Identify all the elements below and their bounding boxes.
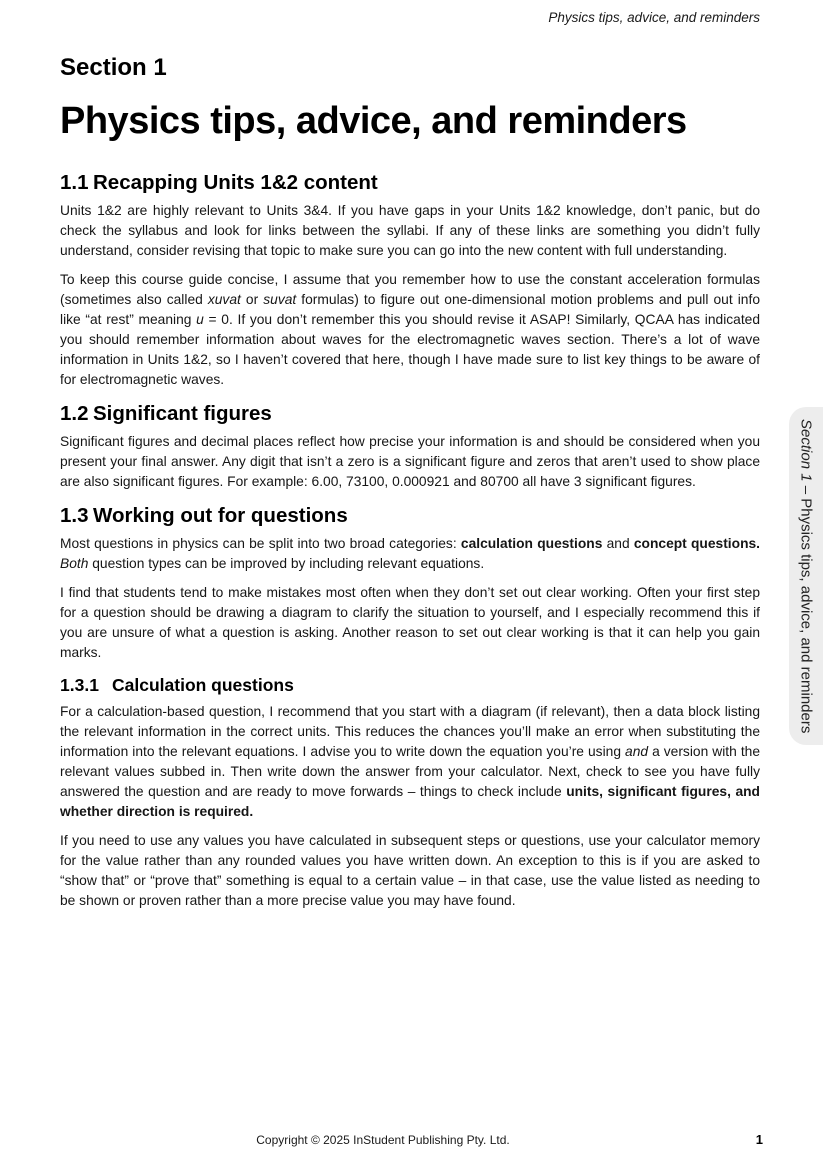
- subsection-number: 1.3.1: [60, 675, 99, 695]
- subsection-heading-text: Calculation questions: [112, 675, 294, 695]
- section-heading-text: Recapping Units 1&2 content: [93, 171, 378, 194]
- text-run: or: [240, 292, 264, 307]
- heading-significant-figures: [60, 403, 760, 424]
- paragraph: [60, 201, 760, 261]
- text-run: a version with the relevant values subbed in. Then write down the answer from your calculator. Next, check to see you have fully answered the question and are ready to move forwards – things to check include: [60, 744, 760, 799]
- side-tab-label: [798, 419, 815, 733]
- paragraph: [60, 831, 760, 911]
- section-number: 1.2: [60, 402, 89, 425]
- text-run: If you need to use any values you have calculated in subsequent steps or questions, use your calculator memory for the value rather than any rounded values you have written down. An exception to this is if you are asked to “show that” or “prove that” something is equal to a certain value – in that case, use the value listed as needing to be shown or proven rather than a more precise value you may have found.: [60, 833, 760, 908]
- heading-recapping-units: [60, 172, 760, 193]
- paragraph: [60, 702, 760, 822]
- text-run: I find that students tend to make mistakes most often when they don’t set out clear working. Often your first step for a question should be drawing a diagram to clarify the situation to yourself, and I especially recommend this if you are unsure of what a question is asking. Another reason to set out clear working is that it can help you gain marks.: [60, 585, 760, 660]
- paragraph: [60, 583, 760, 663]
- running-header: Physics tips, advice, and reminders: [548, 10, 760, 25]
- text-run: question types can be improved by including relevant equations.: [88, 556, 485, 571]
- text-run: Both: [60, 556, 89, 571]
- text-run: concept questions.: [633, 536, 760, 551]
- text-run: calculation questions: [460, 536, 603, 551]
- side-tab-separator: –: [797, 481, 815, 499]
- section-label: Section 1: [60, 54, 167, 81]
- side-tab-section-part: Section 1: [797, 418, 815, 482]
- text-run: For a calculation-based question, I recommend that you start with a diagram (if relevant), then a data block listing the relevant information in the correct units. This reduces the chances you’ll make an error when substituting the information into the relevant equations. I advise you to write down the equation you’re using: [60, 704, 760, 759]
- text-run: formulas) to figure out one-dimensional motion problems and pull out info like “at rest” meaning: [60, 292, 760, 327]
- section-number: 1.1: [60, 171, 89, 194]
- text-run: suvat: [263, 292, 297, 307]
- paragraph: [60, 534, 760, 574]
- section-heading-text: Significant figures: [93, 402, 272, 425]
- text-column: [60, 0, 760, 920]
- side-tab-title-part: Physics tips, advice, and reminders: [797, 498, 815, 734]
- text-run: Units 1&2 are highly relevant to Units 3&4. If you have gaps in your Units 1&2 knowledge, don’t panic, but do check the syllabus and look for links between the syllabi. If any of these links are something you didn’t fully understand, consider revising that topic to make sure you can go into the new content with full understanding.: [60, 203, 760, 258]
- text-run: Significant figures and decimal places reflect how precise your information is and should be considered when you present your final answer. Any digit that isn’t a zero is a significant figure and zeros that aren’t used to show place are also significant figures. For example: 6.00, 73100, 0.000921 and 80700 all have 3 significant figures.: [60, 434, 760, 489]
- heading-calculation-questions: [60, 676, 760, 694]
- section-side-tab: [789, 407, 823, 745]
- paragraph: [60, 432, 760, 492]
- text-run: and: [602, 536, 634, 551]
- text-run: units, significant figures, and whether direction is required.: [60, 784, 760, 819]
- text-run: and: [625, 744, 649, 759]
- text-run: = 0. If you don’t remember this you should revise it ASAP! Similarly, QCAA has indicated you should remember information about waves for the electromagnetic waves section. There’s a lot of wave information in Units 1&2, so I haven’t covered that here, though I have made sure to list key things to be aware of for electromagnetic waves.: [60, 312, 761, 387]
- paragraph: [60, 270, 760, 390]
- text-run: To keep this course guide concise, I assume that you remember how to use the constant acceleration formulas (sometimes also called: [60, 272, 760, 307]
- section-heading-text: Working out for questions: [93, 504, 348, 527]
- footer-page-number: 1: [755, 1132, 763, 1147]
- heading-working-out: [60, 505, 760, 526]
- footer-copyright: Copyright © 2025 InStudent Publishing Pty. Ltd.: [256, 1133, 510, 1147]
- text-run: xuvat: [207, 292, 241, 307]
- text-run: u: [196, 312, 204, 327]
- section-number: 1.3: [60, 504, 89, 527]
- page-title: Physics tips, advice, and reminders: [60, 100, 687, 142]
- text-run: Most questions in physics can be split into two broad categories:: [60, 536, 461, 551]
